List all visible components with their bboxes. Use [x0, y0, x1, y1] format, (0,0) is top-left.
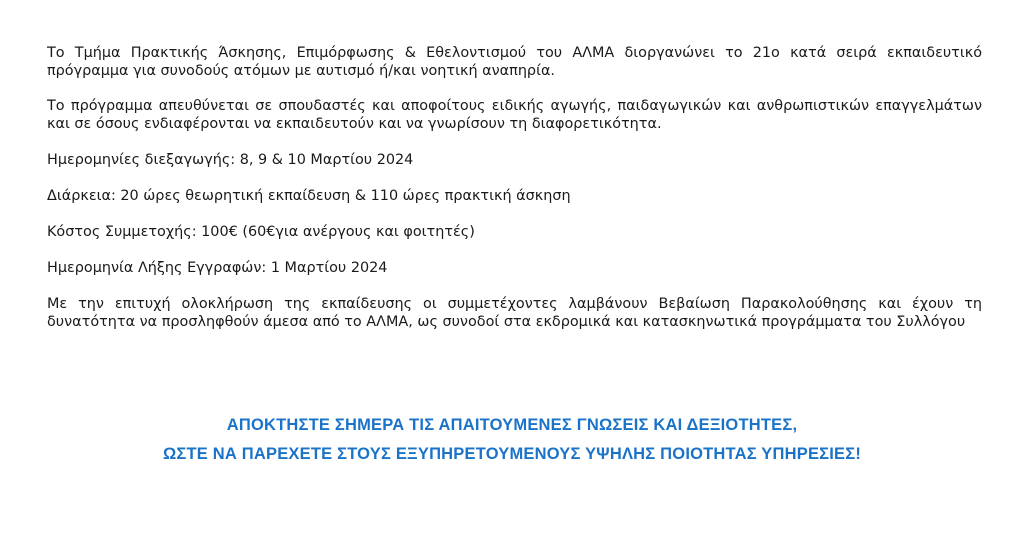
registration-deadline-line: Ημερομηνία Λήξης Εγγραφών: 1 Μαρτίου 2024 [47, 260, 388, 276]
call-to-action-line-2: ΩΣΤΕ ΝΑ ΠΑΡΕΧΕΤΕ ΣΤΟΥΣ ΕΞΥΠΗΡΕΤΟΥΜΕΝΟΥΣ ΥΨΗΛΗΣ ΠΟΙΟΤΗΤΑΣ ΥΠΗΡΕΣΙΕΣ! [162, 445, 862, 463]
intro-paragraph: Το Τμήμα Πρακτικής Άσκησης, Επιμόρφωσης & Εθελοντισμού του ΑΛΜΑ διοργανώνει το 21ο κατά σειρά εκπαιδευτικό πρόγραμμα για συνοδούς ατόμων με αυτισμό ή/και νοητική αναπηρία. [47, 45, 982, 79]
dates-line: Ημερομηνίες διεξαγωγής: 8, 9 & 10 Μαρτίου 2024 [47, 152, 414, 168]
cost-line: Κόστος Συμμετοχής: 100€ (60€για ανέργους και φοιτητές) [47, 224, 475, 240]
certification-paragraph: Με την επιτυχή ολοκλήρωση της εκπαίδευσης οι συμμετέχοντες λαμβάνουν Βεβαίωση Παρακολούθησης και έχουν τη δυνατότητα να προσληφθούν άμεσα από το ΑΛΜΑ, ως συνοδοί στα εκδρομικά και κατασκηνωτικά προγράμματα του Συλλόγου [47, 296, 982, 330]
audience-paragraph: Το πρόγραμμα απευθύνεται σε σπουδαστές και αποφοίτους ειδικής αγωγής, παιδαγωγικών και ανθρωπιστικών επαγγελμάτων και σε όσους ενδιαφέρονται να εκπαιδευτούν και να γνωρίσουν τη διαφορετικότητα. [47, 98, 982, 132]
document-body [47, 44, 982, 331]
call-to-action-line-1: ΑΠΟΚΤΗΣΤΕ ΣΗΜΕΡΑ ΤΙΣ ΑΠΑΙΤΟΥΜΕΝΕΣ ΓΝΩΣΕΙΣ ΚΑΙ ΔΕΞΙΟΤΗΤΕΣ, [226, 416, 798, 434]
duration-line: Διάρκεια: 20 ώρες θεωρητική εκπαίδευση & 110 ώρες πρακτική άσκηση [47, 188, 571, 204]
